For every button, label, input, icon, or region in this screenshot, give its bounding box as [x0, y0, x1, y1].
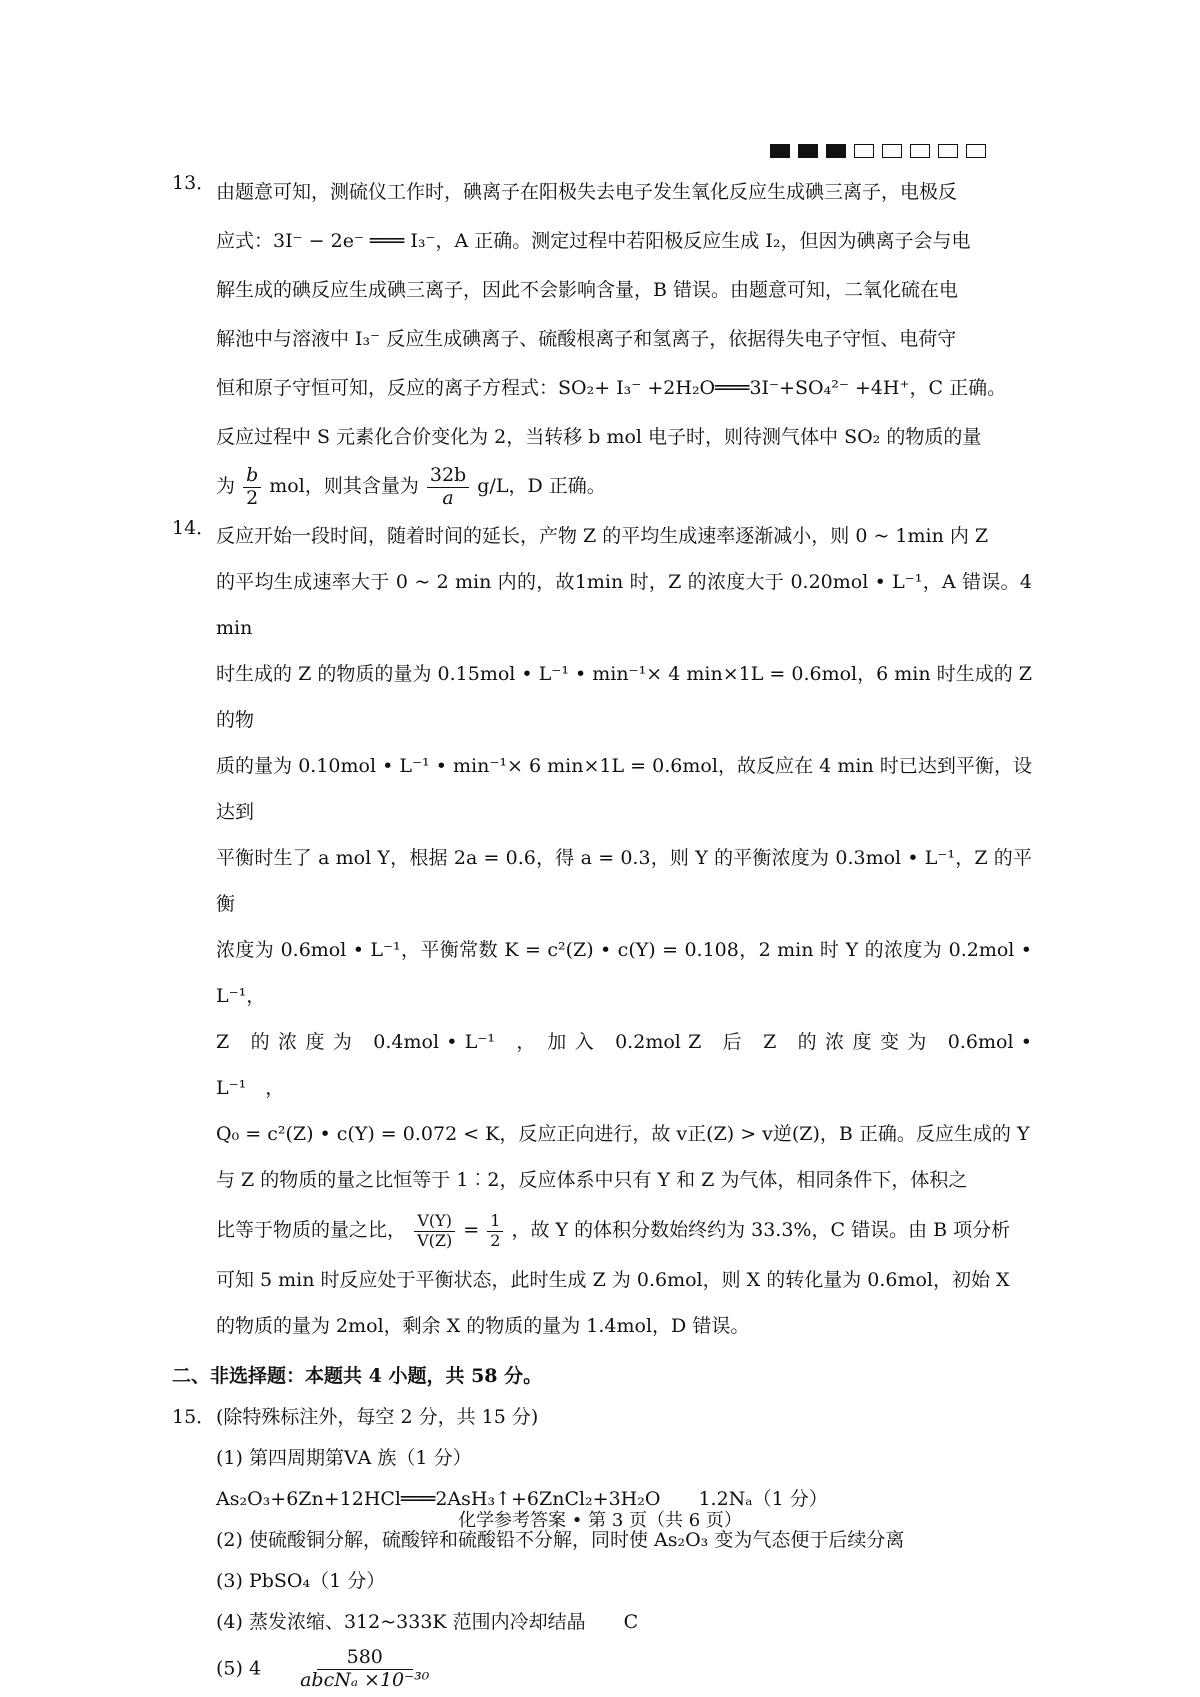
- q13-line: 反应过程中 S 元素化合价变化为 2，当转移 b mol 电子时，则待测气体中 SO₂ 的物质的量: [216, 426, 982, 448]
- progress-square: [910, 144, 930, 158]
- q15-part-1-equation: As₂O₃+6Zn+12HCl═══2AsH₃↑+6ZnCl₂+3H₂O 1.2Nₐ（1 分）: [216, 1488, 828, 1510]
- fraction: $\frac{32b}{a}$: [427, 465, 469, 510]
- answer-content: [172, 168, 1032, 1692]
- page-footer: 化学参考答案 • 第 3 页（共 6 页）: [458, 1510, 742, 1531]
- q15-header: (除特殊标注外，每空 2 分，共 15 分): [216, 1406, 539, 1428]
- q15-part-5: (5) 4 $\frac{580}{\text{abcNₐ ×10⁻³⁰}}$: [216, 1647, 1032, 1692]
- question-14: [172, 513, 1032, 1349]
- q14-line: 反应开始一段时间，随着时间的延长，产物 Z 的平均生成速率逐渐减小，则 0 ~ 1min 内 Z: [216, 525, 989, 547]
- progress-square: [826, 144, 846, 158]
- question-13: [172, 168, 1032, 511]
- question-number: 14．: [172, 517, 216, 539]
- question-15: [172, 1397, 1032, 1692]
- q14-line: 可知 5 min 时反应处于平衡状态，此时生成 Z 为 0.6mol，则 X 的转化量为 0.6mol，初始 X: [216, 1269, 1010, 1291]
- q14-line: Z 的 浓 度 为 0.4mol • L⁻¹ ， 加 入 0.2mol Z 后 Z 的 浓 度 变 为 0.6mol • L⁻¹ ，: [216, 1031, 1032, 1099]
- fraction: $\frac{b}{2}$: [243, 465, 261, 510]
- q13-line: 恒和原子守恒可知，反应的离子方程式：SO₂+ I₃⁻ +2H₂O═══3I⁻+SO₄²⁻ +4H⁺，C 正确。: [216, 377, 1007, 399]
- fraction: $\frac{1}{2}$: [487, 1212, 503, 1250]
- q14-line-with-fractions: 比等于物质的量之比， $\frac{V(Y)}{V(Z)}$ = $\frac{1}{2}$ ，故 Y 的体积分数始终约为 33.3%，C 错误。由 B 项分析: [216, 1211, 1011, 1250]
- fraction: $\frac{V(Y)}{V(Z)}$: [414, 1212, 455, 1250]
- page-progress-marks: [770, 144, 986, 158]
- q14-line: Q₀ = c²(Z) • c(Y) = 0.072 < K，反应正向进行，故 v正(Z) > v逆(Z)，B 正确。反应生成的 Y: [216, 1123, 1030, 1145]
- progress-square: [854, 144, 874, 158]
- q13-line: 解池中与溶液中 I₃⁻ 反应生成碘离子、硫酸根离子和氢离子，依据得失电子守恒、电荷守: [216, 328, 957, 350]
- section-heading: 二、非选择题：本题共 4 小题，共 58 分。: [172, 1365, 543, 1387]
- q14-line: 时生成的 Z 的物质的量为 0.15mol • L⁻¹ • min⁻¹× 4 min×1L = 0.6mol，6 min 时生成的 Z 的物: [216, 663, 1032, 731]
- q13-line: 应式：3I⁻ − 2e⁻ ═══ I₃⁻，A 正确。测定过程中若阳极反应生成 I₂，但因为碘离子会与电: [216, 230, 971, 252]
- q14-line: 质的量为 0.10mol • L⁻¹ • min⁻¹× 6 min×1L = 0.6mol，故反应在 4 min 时已达到平衡，设达到: [216, 755, 1032, 823]
- q14-line: 平衡时生了 a mol Y，根据 2a = 0.6，得 a = 0.3，则 Y 的平衡浓度为 0.3mol • L⁻¹，Z 的平衡: [216, 847, 1032, 915]
- q13-line: 由题意可知，测硫仪工作时，碘离子在阳极失去电子发生氧化反应生成碘三离子，电极反: [216, 181, 958, 203]
- question-number: 13．: [172, 172, 216, 194]
- q14-line: 的物质的量为 2mol，剩余 X 的物质的量为 1.4mol，D 错误。: [216, 1315, 750, 1337]
- q13-line: 解生成的碘反应生成碘三离子，因此不会影响含量，B 错误。由题意可知，二氧化硫在电: [216, 279, 959, 301]
- q14-line: 的平均生成速率大于 0 ~ 2 min 内的，故1min 时，Z 的浓度大于 0.20mol • L⁻¹，A 错误。4 min: [216, 571, 1032, 639]
- q15-part-4: (4) 蒸发浓缩、312~333K 范围内冷却结晶 C: [216, 1611, 639, 1633]
- q14-line: 与 Z 的物质的量之比恒等于 1︰2，反应体系中只有 Y 和 Z 为气体，相同条件下，体积之: [216, 1169, 968, 1191]
- progress-square: [798, 144, 818, 158]
- q15-part-2: (2) 使硫酸铜分解，硫酸锌和硫酸铅不分解，同时使 As₂O₃ 变为气态便于后续分离: [216, 1529, 905, 1551]
- q15-part-3: (3) PbSO₄（1 分）: [216, 1570, 386, 1592]
- progress-square: [770, 144, 790, 158]
- q14-line: 浓度为 0.6mol • L⁻¹，平衡常数 K = c²(Z) • c(Y) = 0.108，2 min 时 Y 的浓度为 0.2mol • L⁻¹，: [216, 939, 1032, 1007]
- q15-part-1: (1) 第四周期第ⅤA 族（1 分）: [216, 1447, 472, 1469]
- q13-line-with-fractions: 为 $\frac{b}{2}$ mol，则其含量为 $\frac{32b}{a}$ g/L，D 正确。: [216, 463, 606, 509]
- progress-square: [938, 144, 958, 158]
- progress-square: [882, 144, 902, 158]
- progress-square: [966, 144, 986, 158]
- question-number: 15．: [172, 1406, 216, 1428]
- fraction: $\frac{580}{\text{abcNₐ ×10⁻³⁰}}$: [300, 1646, 430, 1691]
